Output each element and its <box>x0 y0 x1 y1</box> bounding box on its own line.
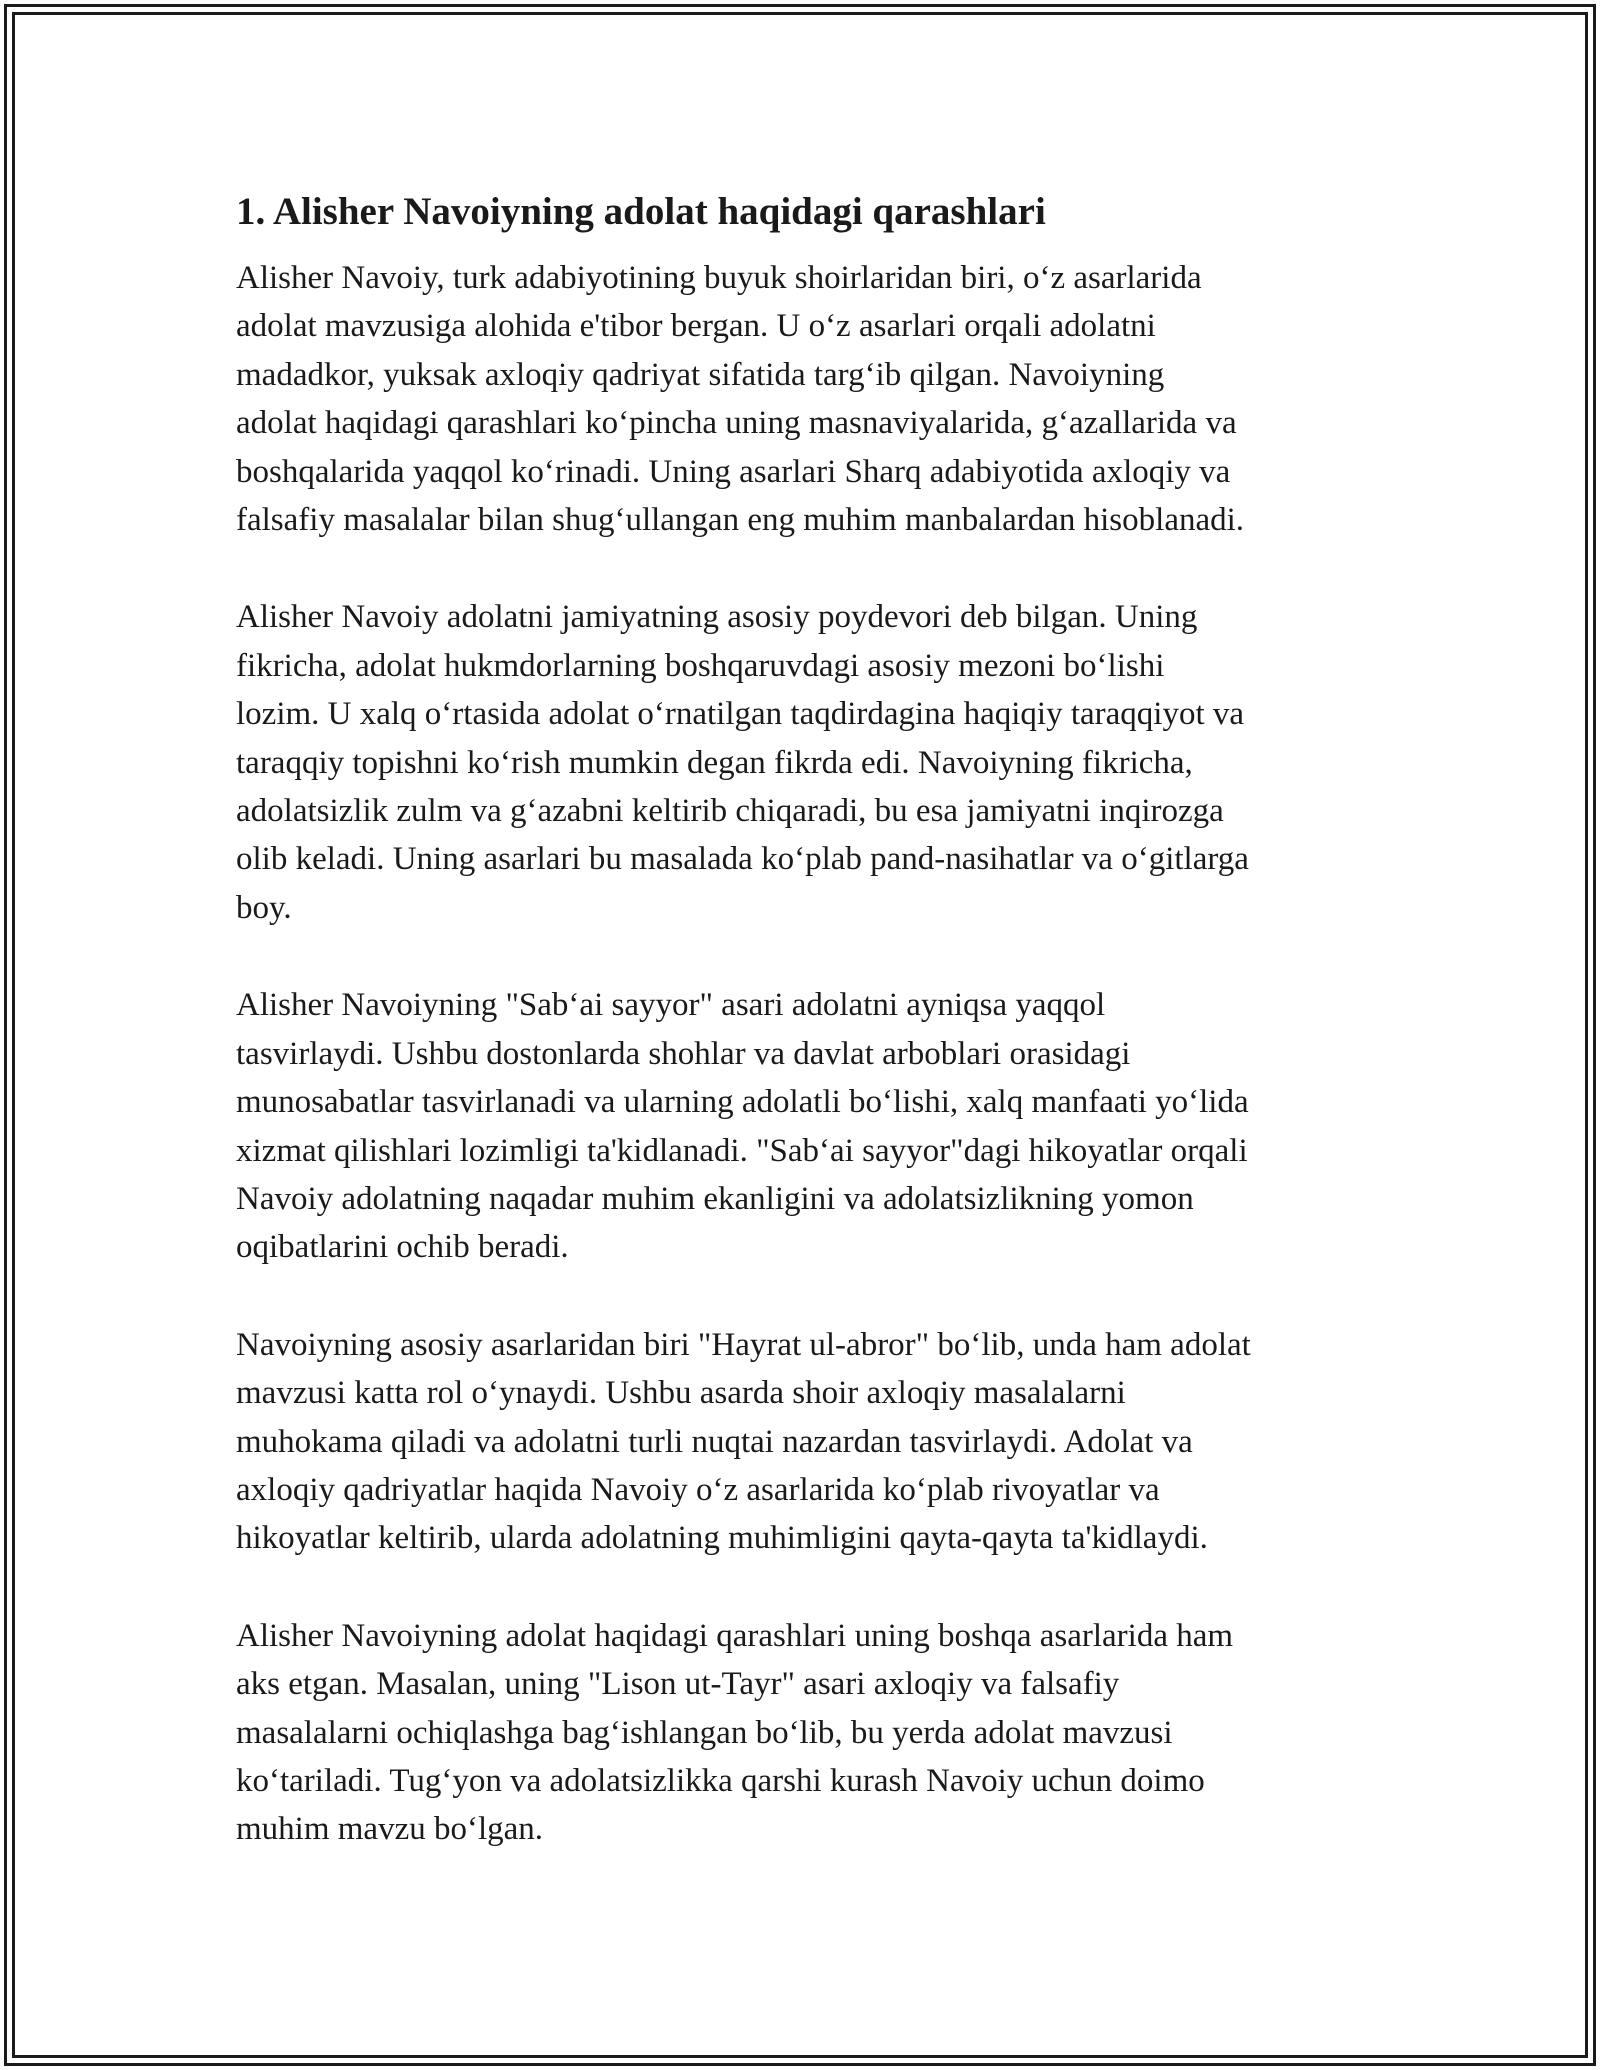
text-line: xizmat qilishlari lozimligi ta'kidlanadi. "Sab‘ai sayyor"dagi hikoyatlar orqali <box>236 1132 1248 1169</box>
text-line: tasvirlaydi. Ushbu dostonlarda shohlar va davlat arboblari orasidagi <box>236 1035 1131 1072</box>
text-line: adolat haqidagi qarashlari ko‘pincha uning masnaviyalarida, g‘azallarida va <box>236 405 1237 442</box>
text-line: boy. <box>236 889 292 926</box>
text-line: adolatsizlik zulm va g‘azabni keltirib chiqaradi, bu esa jamiyatni inqirozga <box>236 793 1224 830</box>
text-line: aks etgan. Masalan, uning "Lison ut-Tayr" asari axloqiy va falsafiy <box>236 1666 1120 1703</box>
paragraph-5 <box>236 1612 1386 1854</box>
paragraph-1 <box>236 254 1386 544</box>
text-line: hikoyatlar keltirib, ularda adolatning muhimligini qayta-qayta ta'kidlaydi. <box>236 1520 1208 1557</box>
section-heading: 1. Alisher Navoiyning adolat haqidagi qarashlari <box>236 190 1046 233</box>
text-line: falsafiy masalalar bilan shug‘ullangan eng muhim manbalardan hisoblanadi. <box>236 502 1245 539</box>
text-line: Alisher Navoiyning adolat haqidagi qarashlari uning boshqa asarlarida ham <box>236 1617 1234 1654</box>
paragraph-3 <box>236 981 1386 1271</box>
text-line: fikricha, adolat hukmdorlarning boshqaruvdagi asosiy mezoni bo‘lishi <box>236 647 1165 684</box>
text-line: boshqalarida yaqqol ko‘rinadi. Uning asarlari Sharq adabiyotida axloqiy va <box>236 453 1231 490</box>
text-line: Alisher Navoiy, turk adabiyotining buyuk shoirlaridan biri, o‘z asarlarida <box>236 260 1202 296</box>
text-line: lozim. U xalq o‘rtasida adolat o‘rnatilgan taqdirdagina haqiqiy taraqqiyot va <box>236 696 1245 733</box>
text-line: taraqqiy topishni ko‘rish mumkin degan fikrda edi. Navoiyning fikricha, <box>236 744 1193 781</box>
text-line: oqibatlarini ochib beradi. <box>236 1229 569 1266</box>
paragraph-2 <box>236 593 1386 932</box>
text-line: adolat mavzusiga alohida e'tibor bergan. U o‘z asarlari orqali adolatni <box>236 308 1156 345</box>
text-line: olib keladi. Uning asarlari bu masalada ko‘plab pand-nasihatlar va o‘gitlarga <box>236 841 1249 878</box>
paragraph-4 <box>236 1321 1386 1563</box>
text-line: Navoiy adolatning naqadar muhim ekanligini va adolatsizlikning yomon <box>236 1180 1194 1217</box>
text-line: Alisher Navoiy adolatni jamiyatning asosiy poydevori deb bilgan. Uning <box>236 599 1198 636</box>
text-line: masalalarni ochiqlashga bag‘ishlangan bo‘lib, bu yerda adolat mavzusi <box>236 1714 1173 1751</box>
text-line: Alisher Navoiyning "Sab‘ai sayyor" asari adolatni ayniqsa yaqqol <box>236 987 1106 1024</box>
text-line: muhokama qiladi va adolatni turli nuqtai nazardan tasvirlaydi. Adolat va <box>236 1423 1193 1460</box>
text-line: axloqiy qadriyatlar haqida Navoiy o‘z asarlarida ko‘plab rivoyatlar va <box>236 1471 1160 1508</box>
text-line: munosabatlar tasvirlanadi va ularning adolatli bo‘lishi, xalq manfaati yo‘lida <box>236 1084 1249 1121</box>
text-line: ko‘tariladi. Tug‘yon va adolatsizlikka qarshi kurash Navoiy uchun doimo <box>236 1762 1205 1799</box>
text-line: Navoiyning asosiy asarlaridan biri "Hayrat ul-abror" bo‘lib, unda ham adolat <box>236 1326 1251 1363</box>
text-line: mavzusi katta rol o‘ynaydi. Ushbu asarda shoir axloqiy masalalarni <box>236 1375 1126 1412</box>
text-line: muhim mavzu bo‘lgan. <box>236 1811 544 1848</box>
document-body <box>236 186 1386 1903</box>
text-line: madadkor, yuksak axloqiy qadriyat sifatida targ‘ib qilgan. Navoiyning <box>236 356 1165 393</box>
